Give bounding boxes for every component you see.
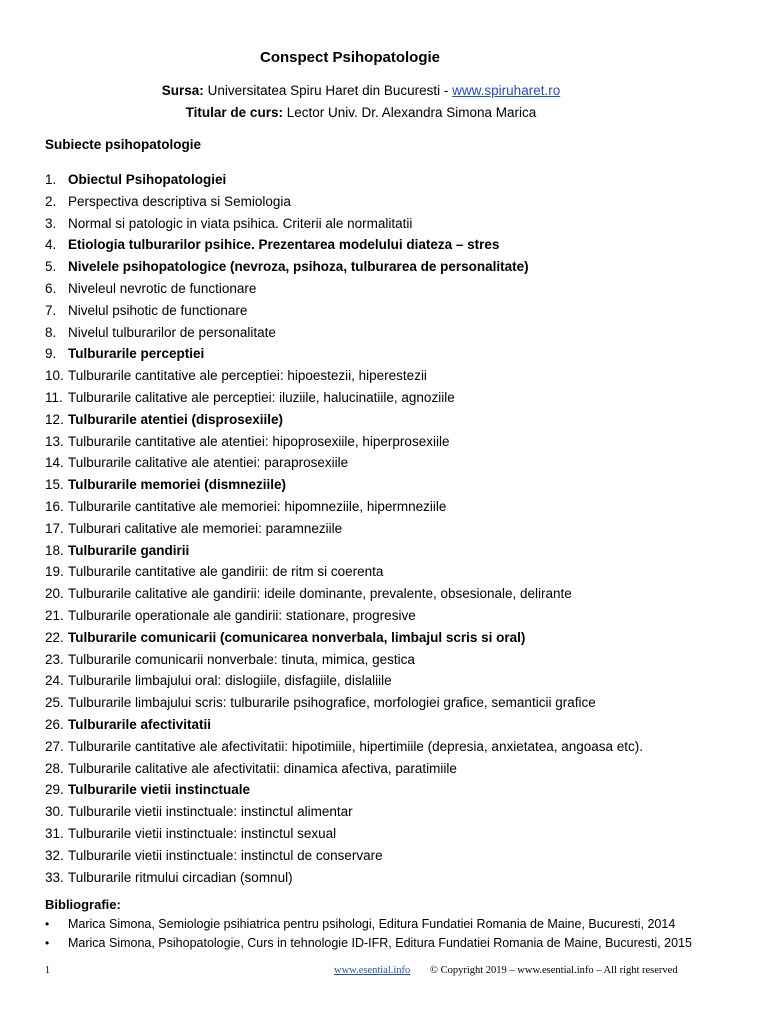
topic-item: [45, 496, 643, 518]
topic-text: Tulburarile gandirii: [68, 542, 190, 558]
topic-number: 5.: [45, 259, 57, 275]
topic-text: Tulburarile operationale ale gandirii: stationare, progresive: [68, 607, 416, 623]
topic-number: 7.: [45, 302, 57, 318]
topic-text: Tulburarile vietii instinctuale: instinctul alimentar: [68, 804, 353, 820]
topic-item: [45, 387, 643, 409]
topic-number: 29.: [45, 782, 64, 798]
topic-number: 6.: [45, 280, 57, 296]
teacher-line: [0, 105, 722, 120]
topic-text: Tulburarile cantitative ale afectivitatii: hipotimiile, hipertimiile (depresia, anxietatea, angoasa etc).: [68, 738, 644, 754]
topic-item: [45, 758, 643, 780]
topic-number: 25.: [45, 695, 64, 711]
footer-site-link[interactable]: www.esential.info: [334, 965, 411, 976]
topic-text: Tulburarile limbajului scris: tulburarile psihografice, morfologiei grafice, semanticii grafice: [68, 695, 596, 711]
topic-number: 18.: [45, 542, 64, 558]
source-link[interactable]: www.spiruharet.ro: [452, 83, 561, 98]
topic-item: [45, 300, 643, 322]
bibliography-item: [45, 934, 692, 953]
topic-number: 17.: [45, 520, 64, 536]
topic-text: Tulburarile cantitative ale gandirii: de ritm si coerenta: [68, 564, 384, 580]
topic-number: 32.: [45, 847, 64, 863]
topic-item: [45, 365, 643, 387]
topic-number: 13.: [45, 433, 64, 449]
document-title: Conspect Psihopatologie: [259, 49, 440, 66]
topic-item: [45, 343, 643, 365]
topic-number: 26.: [45, 716, 64, 732]
topic-number: 21.: [45, 607, 64, 623]
topic-text: Perspectiva descriptiva si Semiologia: [68, 193, 291, 209]
topic-text: Tulburarile memoriei (dismneziile): [68, 477, 287, 493]
topic-text: Tulburarile cantitative ale memoriei: hipomneziile, hipermneziile: [68, 498, 447, 514]
bullet-icon: •: [45, 936, 50, 950]
topic-text: Tulburarile calitative ale perceptiei: iluziile, halucinatiile, agnoziile: [68, 389, 455, 405]
topic-number: 22.: [45, 629, 64, 645]
topic-text: Tulburarile perceptiei: [68, 346, 205, 362]
topic-number: 11.: [45, 389, 63, 405]
footer-copyright: © Copyright 2019 – www.esential.info – All right reserved: [430, 965, 678, 976]
topic-number: 2.: [45, 193, 57, 209]
topic-item: [45, 191, 643, 213]
topic-text: Nivelul psihotic de functionare: [68, 302, 248, 318]
topic-text: Tulburari calitative ale memoriei: paramneziile: [68, 520, 343, 536]
bibliography-title: Bibliografie:: [45, 897, 121, 912]
topic-item: [45, 779, 643, 801]
topic-text: Tulburarile afectivitatii: [68, 716, 212, 732]
topic-item: [45, 540, 643, 562]
topic-text: Tulburarile comunicarii (comunicarea nonverbala, limbajul scris si oral): [68, 629, 526, 645]
bibliography-list: [45, 915, 692, 953]
topic-number: 24.: [45, 673, 64, 689]
topic-item: [45, 518, 643, 540]
topic-text: Normal si patologic in viata psihica. Criterii ale normalitatii: [68, 215, 413, 231]
topic-number: 10.: [45, 368, 64, 384]
topic-item: [45, 409, 643, 431]
topic-list: [45, 169, 643, 888]
topic-item: [45, 649, 643, 671]
topic-number: 15.: [45, 477, 64, 493]
topic-text: Tulburarile atentiei (disprosexiile): [68, 411, 284, 427]
topic-item: [45, 692, 643, 714]
topic-number: 31.: [45, 825, 64, 841]
topic-number: 16.: [45, 498, 64, 514]
bibliography-item: [45, 915, 692, 934]
topic-text: Tulburarile cantitative ale perceptiei: hipoestezii, hiperestezii: [68, 368, 427, 384]
topic-item: [45, 452, 643, 474]
topic-text: Tulburarile calitative ale gandirii: ideile dominante, prevalente, obsesionale, delirante: [68, 586, 572, 602]
topic-number: 4.: [45, 237, 57, 253]
teacher-text: Lector Univ. Dr. Alexandra Simona Marica: [282, 105, 537, 120]
section-title: Subiecte psihopatologie: [45, 137, 202, 152]
page-number: 1: [45, 965, 50, 976]
topic-text: Nivelul tulburarilor de personalitate: [68, 324, 276, 340]
topic-text: Etiologia tulburarilor psihice. Prezentarea modelului diateza – stres: [68, 237, 500, 253]
topic-text: Tulburarile vietii instinctuale: instinctul de conservare: [68, 847, 383, 863]
topic-item: [45, 845, 643, 867]
topic-item: [45, 823, 643, 845]
topic-number: 23.: [45, 651, 64, 667]
topic-number: 30.: [45, 804, 64, 820]
topic-text: Tulburarile comunicarii nonverbale: tinuta, mimica, gestica: [68, 651, 415, 667]
topic-item: [45, 583, 643, 605]
topic-number: 28.: [45, 760, 64, 776]
topic-item: [45, 714, 643, 736]
source-label: Sursa:: [161, 83, 204, 98]
topic-number: 20.: [45, 586, 64, 602]
topic-item: [45, 736, 643, 758]
topic-text: Tulburarile calitative ale atentiei: paraprosexiile: [68, 455, 349, 471]
topic-item: [45, 605, 643, 627]
topic-item: [45, 234, 643, 256]
topic-number: 1.: [45, 172, 57, 187]
bibliography-text: Marica Simona, Semiologie psihiatrica pentru psihologi, Editura Fundatiei Romania de Maine, Bucuresti, 2014: [68, 917, 676, 931]
topic-text: Nivelele psihopatologice (nevroza, psihoza, tulburarea de personalitate): [68, 259, 529, 275]
topic-item: [45, 213, 643, 235]
topic-text: Tulburarile calitative ale afectivitatii: dinamica afectiva, paratimiile: [68, 760, 457, 776]
bullet-icon: •: [45, 917, 50, 931]
teacher-label: Titular de curs:: [185, 105, 283, 120]
topic-item: [45, 256, 643, 278]
topic-item: [45, 561, 643, 583]
topic-number: 8.: [45, 324, 57, 340]
topic-number: 33.: [45, 869, 64, 885]
topic-item: [45, 169, 643, 191]
topic-item: [45, 867, 643, 889]
topic-item: [45, 278, 643, 300]
topic-number: 12.: [45, 411, 64, 427]
topic-number: 19.: [45, 564, 64, 580]
topic-number: 27.: [45, 738, 64, 754]
topic-item: [45, 431, 643, 453]
topic-text: Tulburarile cantitative ale atentiei: hipoprosexiile, hiperprosexiile: [68, 433, 450, 449]
bibliography-text: Marica Simona, Psihopatologie, Curs in tehnologie ID-IFR, Editura Fundatiei Romania de Maine, Bucuresti, 2015: [68, 936, 692, 950]
topic-item: [45, 670, 643, 692]
topic-text: Tulburarile vietii instinctuale: [68, 782, 251, 798]
topic-text: Tulburarile vietii instinctuale: instinctul sexual: [68, 825, 337, 841]
topic-number: 14.: [45, 455, 64, 471]
source-line: [0, 83, 722, 98]
topic-item: [45, 474, 643, 496]
topic-number: 3.: [45, 215, 57, 231]
topic-text: Tulburarile ritmului circadian (somnul): [68, 869, 293, 885]
topic-item: [45, 801, 643, 823]
topic-item: [45, 322, 643, 344]
topic-number: 9.: [45, 346, 57, 362]
topic-text: Tulburarile limbajului oral: dislogiile, disfagiile, dislaliile: [68, 673, 392, 689]
topic-text: Obiectul Psihopatologiei: [68, 172, 227, 187]
source-text: Universitatea Spiru Haret din Bucuresti -: [203, 83, 453, 98]
topic-text: Niveleul nevrotic de functionare: [68, 280, 257, 296]
topic-item: [45, 627, 643, 649]
